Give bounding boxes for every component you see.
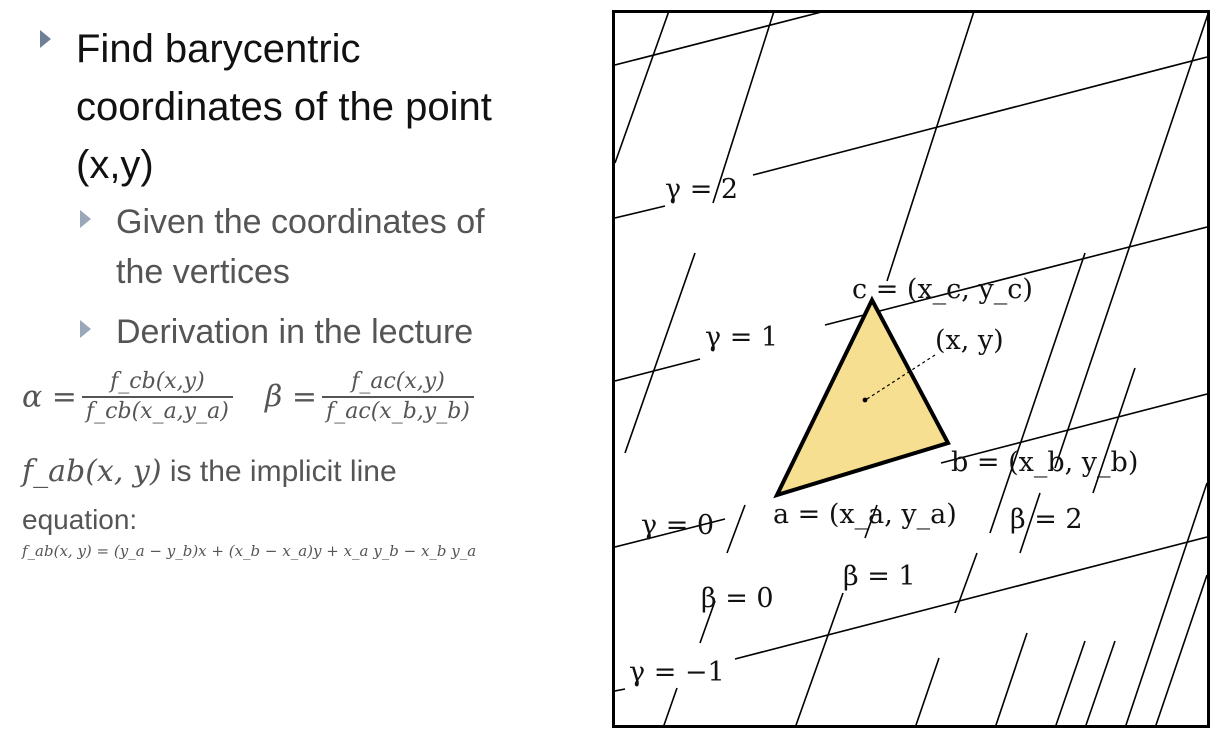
beta-lhs: β =	[265, 379, 318, 415]
alpha-numerator: f_cb(x,y)	[82, 368, 233, 398]
label-a-vertex: a = (x_a, y_a)	[773, 499, 957, 530]
beta-numerator: f_ac(x,y)	[322, 368, 474, 398]
alpha-denominator: f_cb(x_a,y_a)	[86, 399, 229, 424]
beta-denominator: f_ac(x_b,y_b)	[326, 399, 470, 424]
label-b-vertex: b = (x_b, y_b)	[951, 447, 1139, 478]
implicit-line-equation: f_ab(x, y) = (y_a − y_b)x + (x_b − x_a)y + x_a y_b − x_b y_a	[22, 542, 477, 560]
diagram-svg	[615, 13, 1207, 725]
label-beta-1: β = 1	[843, 561, 916, 592]
sub-bullet-arrow-icon	[80, 320, 91, 338]
barycentric-formula	[22, 368, 474, 426]
implicit-text-line2: equation:	[22, 504, 138, 535]
label-gamma-0: γ = 0	[641, 510, 715, 541]
barycentric-diagram	[612, 10, 1210, 728]
point-xy-dot	[863, 398, 868, 403]
main-bullet-line2: coordinates of the point	[76, 85, 492, 129]
label-point-xy: (x, y)	[935, 325, 1004, 356]
implicit-line-text	[22, 454, 582, 489]
triangle	[777, 300, 948, 495]
label-beta-2: β = 2	[1010, 504, 1083, 535]
sub-bullet-1-line1: Given the coordinates of	[116, 203, 485, 241]
beta-fraction	[322, 368, 474, 426]
main-bullet-line1: Find barycentric	[76, 27, 361, 71]
sub-bullet-1-line2: the vertices	[116, 253, 290, 291]
label-gamma-1: γ = 1	[705, 322, 779, 353]
label-c-vertex: c = (x_c, y_c)	[852, 274, 1033, 305]
bullet-arrow-icon	[40, 30, 51, 48]
slide-text	[0, 0, 600, 740]
implicit-text: is the implicit line	[161, 455, 397, 488]
alpha-fraction	[82, 368, 233, 426]
label-gamma-2: γ = 2	[665, 174, 739, 205]
beta-lines	[615, 13, 1207, 725]
alpha-lhs: α =	[22, 379, 77, 415]
fab-symbol: f_ab(x, y)	[22, 454, 162, 489]
sub-bullet-2-text: Derivation in the lecture	[116, 313, 474, 351]
label-gamma-minus-1: γ = −1	[629, 657, 725, 688]
main-bullet-line3: (x,y)	[76, 143, 154, 187]
label-beta-0: β = 0	[701, 583, 774, 614]
sub-bullet-arrow-icon	[80, 210, 91, 228]
